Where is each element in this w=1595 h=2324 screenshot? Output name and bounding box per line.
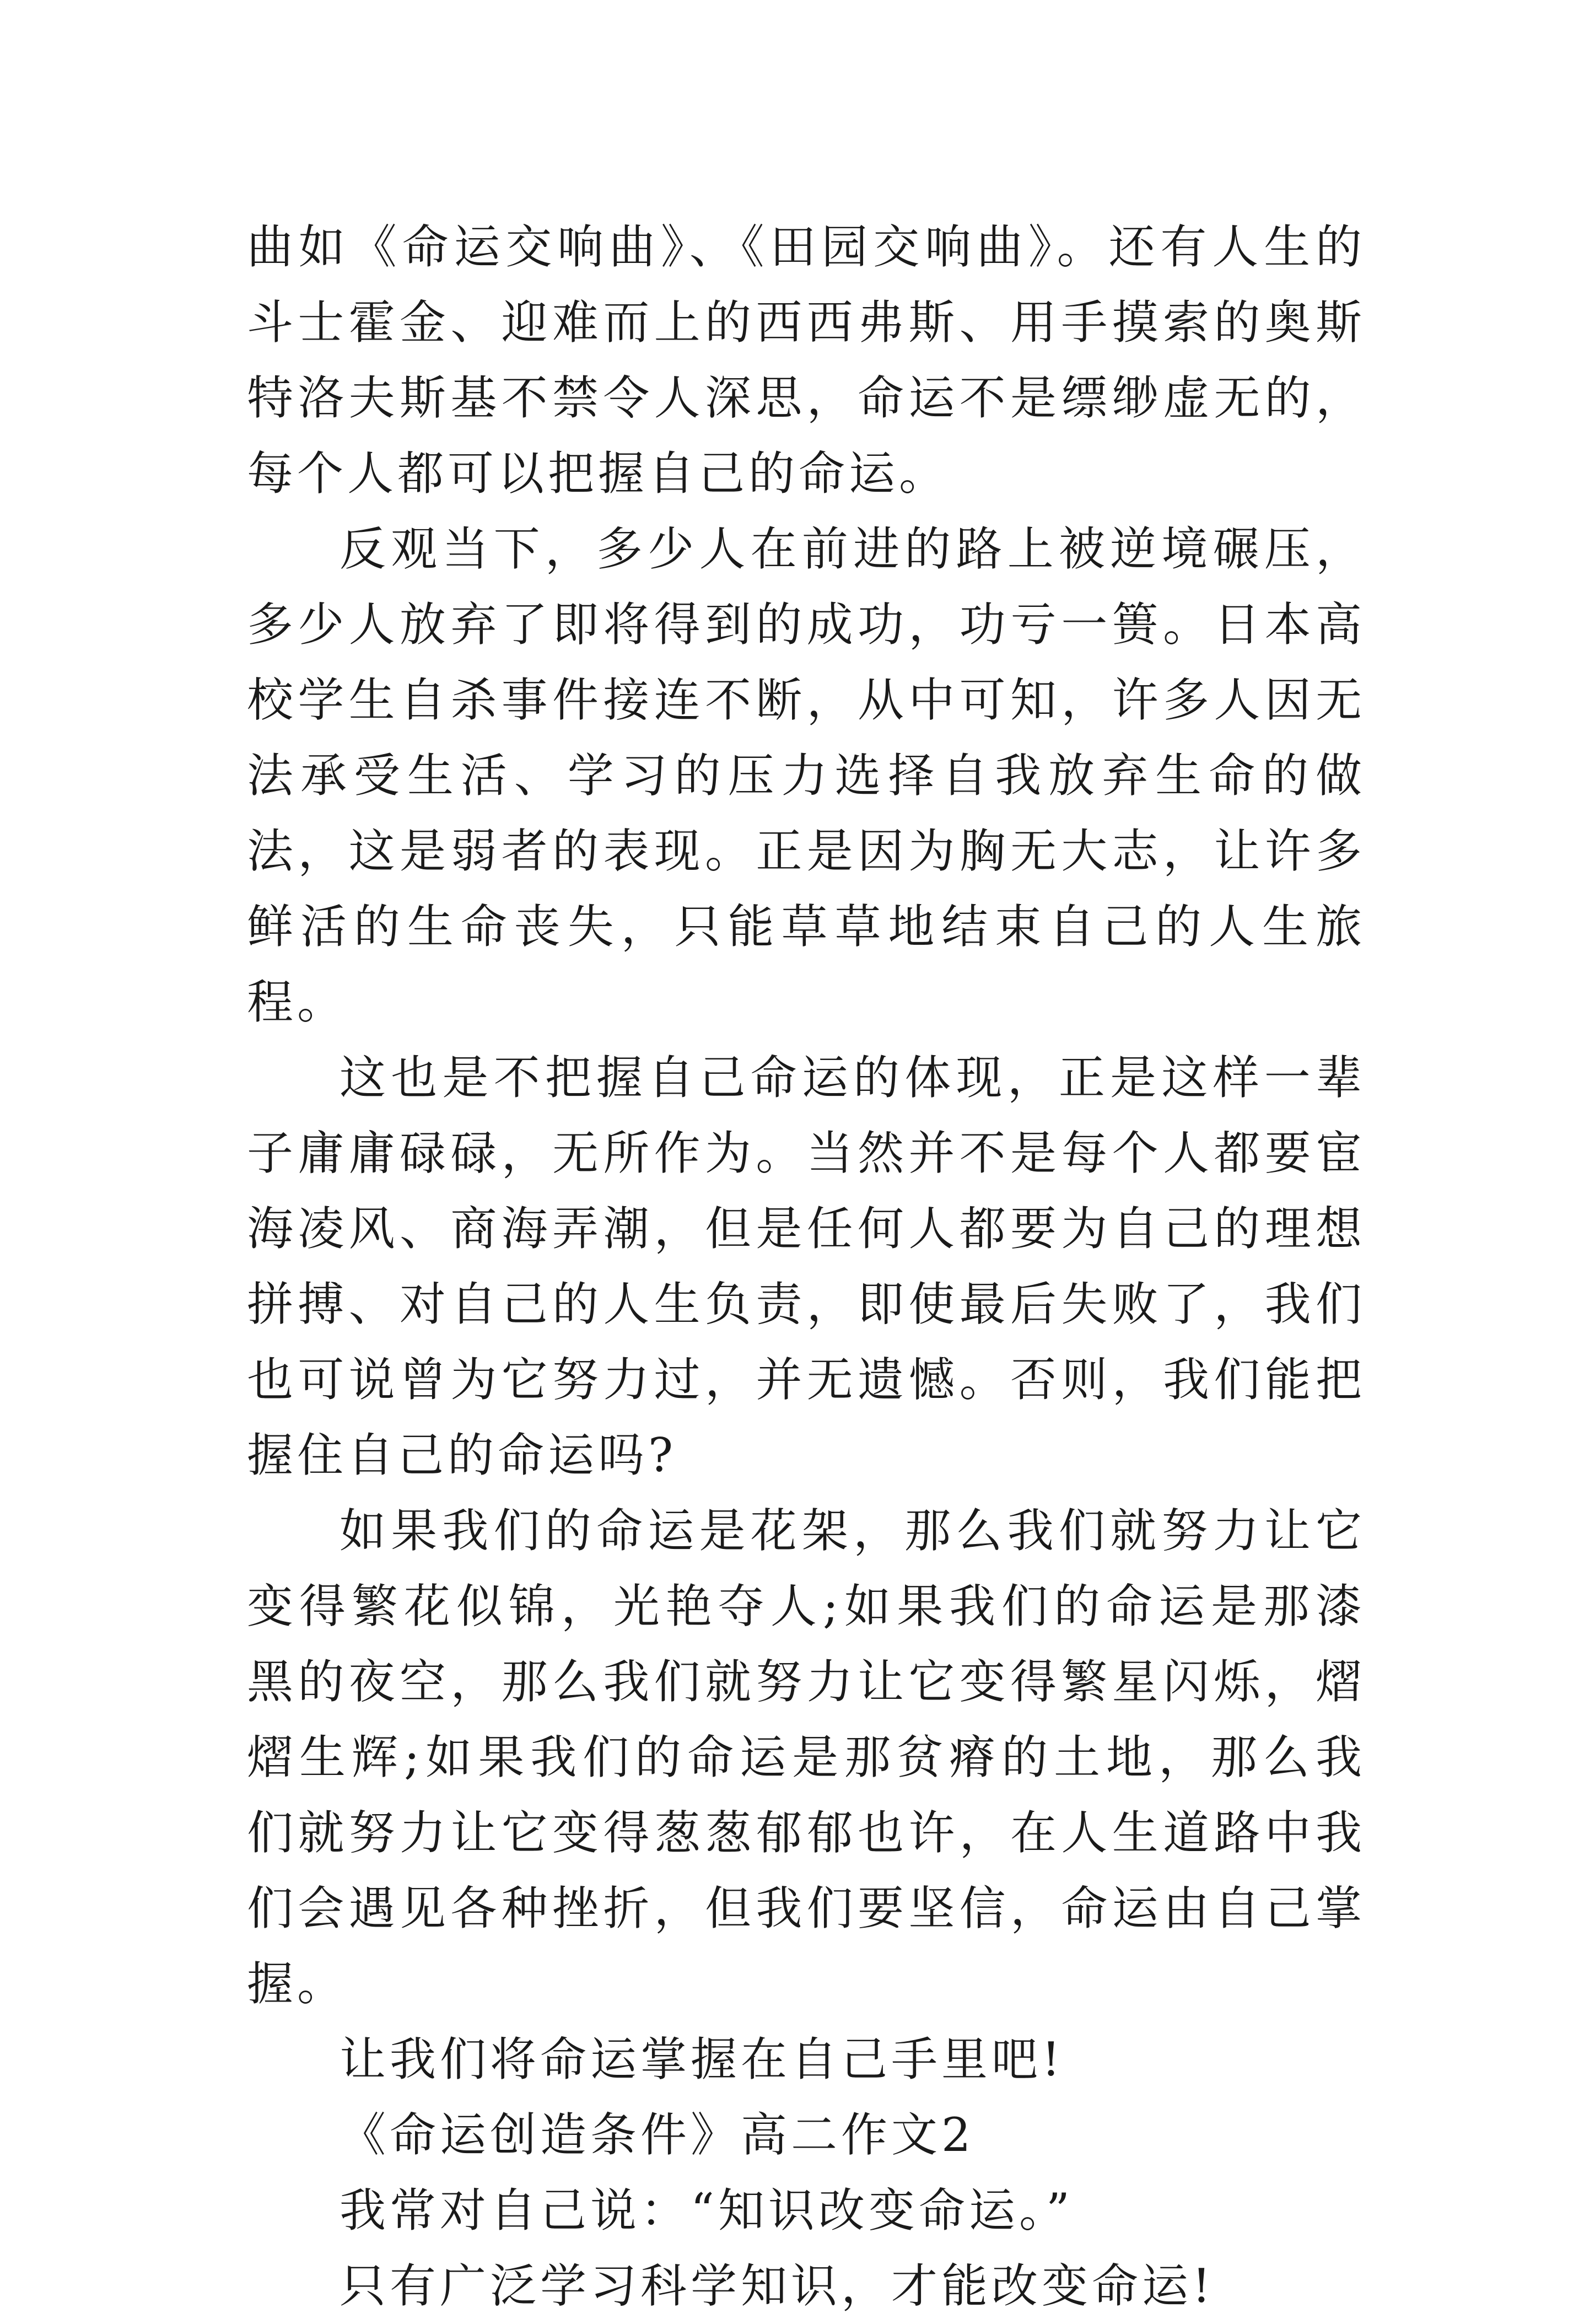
paragraph: 反观当下，多少人在前进的路上被逆境碾压，多少人放弃了即将得到的成功，功亏一篑。日本高校学生自杀事件接连不断，从中可知，许多人因无法承受生活、学习的压力选择自我放弃生命的做法，这是弱者的表现。正是因为胸无大志，让许多鲜活的生命丧失，只能草草地结束自己的人生旅程。 bbox=[247, 522, 1366, 1029]
paragraph-continued: 曲如《命运交响曲》、《田园交响曲》。还有人生的斗士霍金、迎难而上的西西弗斯、用手摸索的奥斯特洛夫斯基不禁令人深思，命运不是缥缈虚无的，每个人都可以把握自己的命运。 bbox=[247, 220, 1366, 501]
essay-body bbox=[247, 209, 1366, 2324]
paragraph: 这也是不把握自己命运的体现，正是这样一辈子庸庸碌碌，无所作为。当然并不是每个人都要宦海凌风、商海弄潮，但是任何人都要为自己的理想拼搏、对自己的人生负责，即使最后失败了，我们也可说曾为它努力过，并无遗憾。否则，我们能把握住自己的命运吗? bbox=[247, 1051, 1366, 1482]
essay-title: 《命运创造条件》高二作文2 bbox=[340, 2108, 975, 2162]
paragraph: 让我们将命运掌握在自己手里吧! bbox=[340, 2032, 1064, 2086]
paragraph: 我常对自己说：“知识改变命运。” bbox=[340, 2183, 1074, 2237]
paragraph: 只有广泛学习科学知识，才能改变命运! bbox=[340, 2259, 1215, 2313]
paragraph: 如果我们的命运是花架，那么我们就努力让它变得繁花似锦，光艳夺人;如果我们的命运是那漆黑的夜空，那么我们就努力让它变得繁星闪烁，熠熠生辉;如果我们的命运是那贫瘠的土地，那么我们就努力让它变得葱葱郁郁也许，在人生道路中我们会遇见各种挫折，但我们要坚信，命运由自己掌握。 bbox=[247, 1504, 1366, 2011]
